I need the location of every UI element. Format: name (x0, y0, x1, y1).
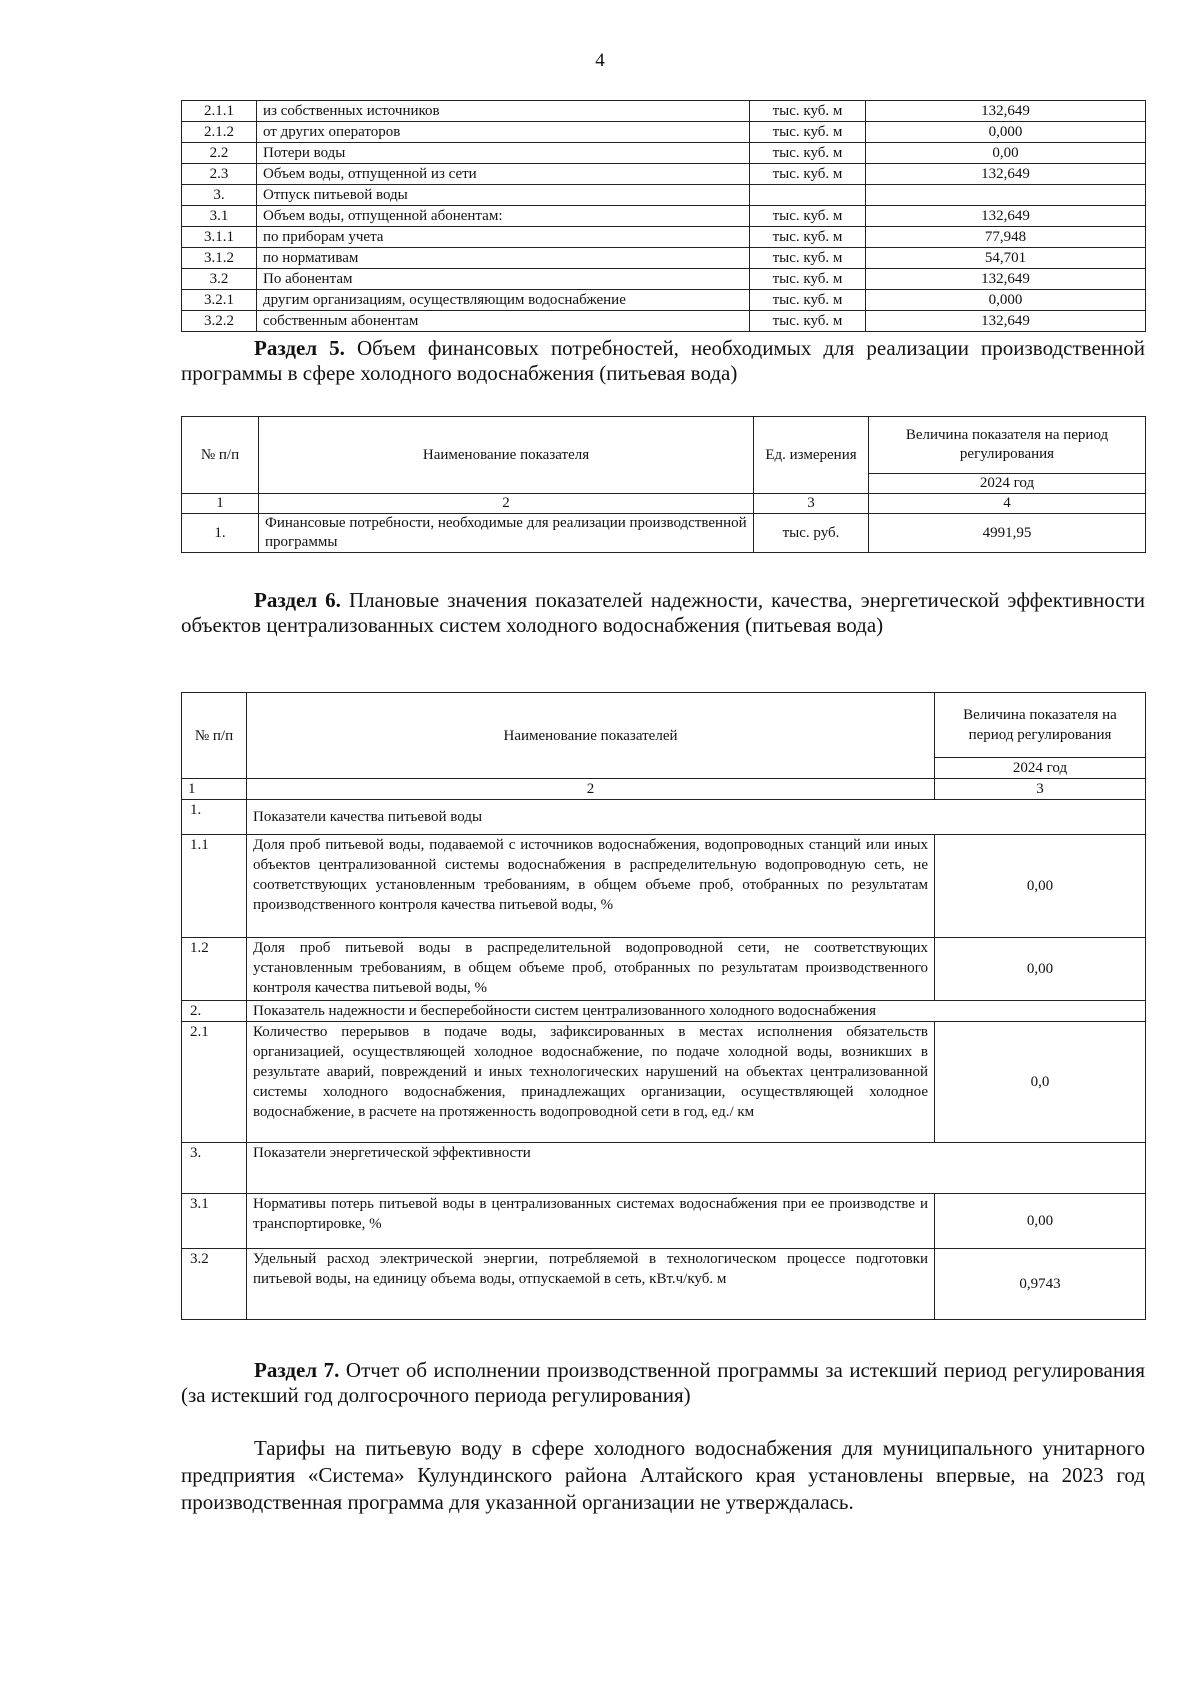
row-name: Удельный расход электрической энергии, потребляемой в технологическом процессе подготовки питьевой воды, на единицу объема воды, отпускаемой в сеть, кВт.ч/куб. м (247, 1249, 935, 1320)
row-unit: тыс. куб. м (750, 101, 866, 122)
row-name: Показатели энергетической эффективности (247, 1143, 1146, 1194)
row-name: от других операторов (257, 122, 750, 143)
header-name: Наименование показателя (259, 417, 754, 494)
table-row (182, 1001, 1146, 1022)
volumes-table (181, 100, 1146, 332)
row-num: 2.1.1 (182, 101, 257, 122)
row-num: 1.2 (182, 938, 247, 1001)
row-name: другим организациям, осуществляющим водоснабжение (257, 290, 750, 311)
row-value: 0,00 (935, 938, 1146, 1001)
row-value: 132,649 (866, 164, 1146, 185)
row-value: 0,00 (935, 835, 1146, 938)
row-unit: тыс. куб. м (750, 269, 866, 290)
row-value: 0,000 (866, 290, 1146, 311)
section6-title: Плановые значения показателей надежности, качества, энергетической эффективности объектов централизованных систем холодного водоснабжения (питьевая вода) (181, 588, 1145, 637)
row-num: 1.1 (182, 835, 247, 938)
table-row (182, 1249, 1146, 1320)
col-number: 1 (182, 494, 259, 514)
row-value: 0,00 (935, 1194, 1146, 1249)
table-row (182, 1143, 1146, 1194)
section6-heading (181, 588, 1145, 638)
table-row (182, 101, 1146, 122)
row-name: Финансовые потребности, необходимые для реализации производственной программы (259, 514, 754, 553)
row-value: 132,649 (866, 206, 1146, 227)
table-row (182, 800, 1146, 835)
table-row (182, 164, 1146, 185)
section5-label: Раздел 5. (254, 336, 345, 360)
row-num: 3. (182, 185, 257, 206)
section7-label: Раздел 7. (254, 1358, 340, 1382)
table-row (182, 269, 1146, 290)
col-number: 3 (754, 494, 869, 514)
row-value: 132,649 (866, 269, 1146, 290)
section5-title: Объем финансовых потребностей, необходимых для реализации производственной программы в сфере холодного водоснабжения (питьевая вода) (181, 336, 1145, 385)
row-name: по нормативам (257, 248, 750, 269)
row-unit: тыс. куб. м (750, 227, 866, 248)
row-name: По абонентам (257, 269, 750, 290)
row-unit: тыс. руб. (754, 514, 869, 553)
header-unit: Ед. измерения (754, 417, 869, 494)
row-value: 132,649 (866, 311, 1146, 332)
row-unit: тыс. куб. м (750, 248, 866, 269)
row-num: 1. (182, 800, 247, 835)
row-num: 3.2 (182, 1249, 247, 1320)
page-number: 4 (595, 50, 605, 71)
row-num: 3.1 (182, 206, 257, 227)
col-number: 2 (259, 494, 754, 514)
header-value: Величина показателя на период регулирования (869, 417, 1146, 474)
row-name: Нормативы потерь питьевой воды в централизованных системах водоснабжения при ее производстве и транспортировке, % (247, 1194, 935, 1249)
closing-paragraph: Тарифы на питьевую воду в сфере холодного водоснабжения для муниципального унитарного предприятия «Система» Кулундинского района Алтайского края установлены впервые, на 2023 год производственная программа для указанной организации не утверждалась. (181, 1436, 1145, 1514)
col-number: 4 (869, 494, 1146, 514)
table-row (182, 311, 1146, 332)
row-num: 2.3 (182, 164, 257, 185)
row-num: 2.2 (182, 143, 257, 164)
row-name: Количество перерывов в подаче воды, зафиксированных в местах исполнения обязательств организацией, осуществляющей холодное водоснабжение, по подаче холодной воды, возникших в результате аварий, повреждений и иных технологических нарушений на объектах централизованной системы холодного водоснабжения, принадлежащих организации, осуществляющей холодное водоснабжение, в расчете на протяженность водопроводной сети в год, ед./ км (247, 1022, 935, 1143)
row-value: 0,000 (866, 122, 1146, 143)
table-row (182, 206, 1146, 227)
header-num: № п/п (182, 693, 247, 779)
row-name: по приборам учета (257, 227, 750, 248)
table-row (182, 290, 1146, 311)
table-row (182, 185, 1146, 206)
row-name: Доля проб питьевой воды в распределительной водопроводной сети, не соответствующих установленным требованиям, в общем объеме проб, отобранных по результатам производственного контроля качества питьевой воды, % (247, 938, 935, 1001)
row-unit: тыс. куб. м (750, 164, 866, 185)
row-name: Объем воды, отпущенной абонентам: (257, 206, 750, 227)
section5-heading (181, 336, 1145, 386)
indicators-table (181, 692, 1146, 1320)
row-num: 3.2.1 (182, 290, 257, 311)
table-row (182, 938, 1146, 1001)
col-number: 3 (935, 779, 1146, 800)
col-number: 1 (182, 779, 247, 800)
row-num: 2. (182, 1001, 247, 1022)
row-num: 3. (182, 1143, 247, 1194)
section7-heading (181, 1358, 1145, 1408)
row-value: 54,701 (866, 248, 1146, 269)
row-num: 3.1.2 (182, 248, 257, 269)
row-num: 1. (182, 514, 259, 553)
row-name: Показатель надежности и бесперебойности систем централизованного холодного водоснабжения (247, 1001, 1146, 1022)
col-number: 2 (247, 779, 935, 800)
row-name: Показатели качества питьевой воды (247, 800, 1146, 835)
row-unit: тыс. куб. м (750, 206, 866, 227)
table-row (182, 1022, 1146, 1143)
row-num: 2.1.2 (182, 122, 257, 143)
row-value: 0,9743 (935, 1249, 1146, 1320)
table-row (182, 248, 1146, 269)
table-row (182, 143, 1146, 164)
row-value (866, 185, 1146, 206)
row-num: 3.2 (182, 269, 257, 290)
row-unit: тыс. куб. м (750, 122, 866, 143)
row-value: 132,649 (866, 101, 1146, 122)
row-value: 77,948 (866, 227, 1146, 248)
row-unit: тыс. куб. м (750, 290, 866, 311)
row-unit: тыс. куб. м (750, 311, 866, 332)
header-value: Величина показателя на период регулирования (935, 693, 1146, 758)
row-value: 0,0 (935, 1022, 1146, 1143)
header-year: 2024 год (869, 474, 1146, 494)
table-row (182, 122, 1146, 143)
finance-table (181, 416, 1146, 553)
row-num: 3.2.2 (182, 311, 257, 332)
row-name: Отпуск питьевой воды (257, 185, 750, 206)
table-row (182, 835, 1146, 938)
header-year: 2024 год (935, 758, 1146, 779)
row-num: 3.1 (182, 1194, 247, 1249)
table-row (182, 1194, 1146, 1249)
row-unit: тыс. куб. м (750, 143, 866, 164)
table-row (182, 227, 1146, 248)
section7-title: Отчет об исполнении производственной программы за истекший период регулирования (за истекший год долгосрочного периода регулирования) (181, 1358, 1145, 1407)
row-value: 0,00 (866, 143, 1146, 164)
row-unit (750, 185, 866, 206)
row-name: Доля проб питьевой воды, подаваемой с источников водоснабжения, водопроводных станций или иных объектов централизованной системы водоснабжения в распределительную водопроводную сеть, не соответствующих установленным требованиям, в общем объеме проб, отобранных по результатам производственного контроля качества питьевой воды, % (247, 835, 935, 938)
row-name: из собственных источников (257, 101, 750, 122)
row-name: собственным абонентам (257, 311, 750, 332)
header-name: Наименование показателей (247, 693, 935, 779)
header-num: № п/п (182, 417, 259, 494)
row-num: 2.1 (182, 1022, 247, 1143)
section6-label: Раздел 6. (254, 588, 341, 612)
row-num: 3.1.1 (182, 227, 257, 248)
row-name: Объем воды, отпущенной из сети (257, 164, 750, 185)
row-value: 4991,95 (869, 514, 1146, 553)
row-name: Потери воды (257, 143, 750, 164)
